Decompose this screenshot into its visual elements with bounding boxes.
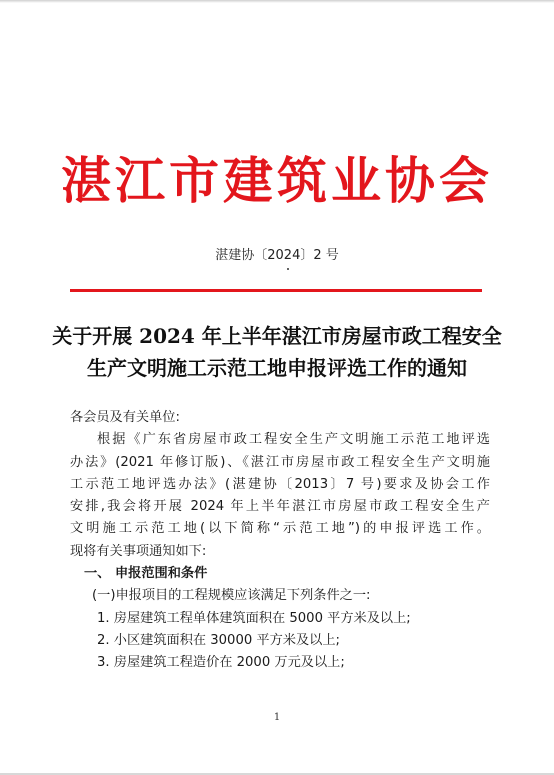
salutation: 各会员及有关单位: — [70, 410, 180, 425]
paragraph-line: 根据《广东省房屋市政工程安全生产文明施工示范工地评选 — [97, 432, 490, 448]
paragraph-line: 现将有关事项通知如下: — [70, 543, 207, 559]
section-heading: 一、 申报范围和条件 — [84, 566, 208, 582]
org-letterhead: 湛江市建筑业协会 — [61, 151, 493, 210]
document-title-line-2: 生产文明施工示范工地申报评选工作的通知 — [87, 356, 467, 380]
red-divider-line — [70, 289, 482, 292]
document-title — [40, 320, 514, 384]
list-item: 2. 小区建筑面积在 30000 平方米及以上; — [97, 632, 340, 648]
subsection-heading: (一)申报项目的工程规模应该满足下列条件之一: — [92, 588, 371, 604]
page-number: 1 — [273, 712, 281, 723]
decorative-dot — [287, 268, 289, 270]
page-edge-top — [0, 0, 554, 3]
paragraph-line: 办法》(2021 年修订版)、《湛江市房屋市政工程安全生产文明施 — [70, 454, 490, 470]
paragraph-line: 文明施工示范工地(以下简称“示范工地”)的申报评选工作。 — [70, 521, 490, 537]
list-item: 1. 房屋建筑工程单体建筑面积在 5000 平方米及以上; — [97, 610, 411, 626]
paragraph-line: 工示范工地评选办法》(湛建协〔2013〕7 号)要求及协会工作 — [70, 476, 490, 492]
document-title-line-1: 关于开展 2024 年上半年湛江市房屋市政工程安全 — [52, 324, 502, 348]
list-item: 3. 房屋建筑工程造价在 2000 万元及以上; — [97, 655, 345, 671]
document-number: 湛建协〔2024〕2 号 — [215, 248, 339, 263]
paragraph-line: 安排,我会将开展 2024 年上半年湛江市房屋市政工程安全生产 — [70, 499, 490, 515]
document-body — [70, 407, 490, 675]
